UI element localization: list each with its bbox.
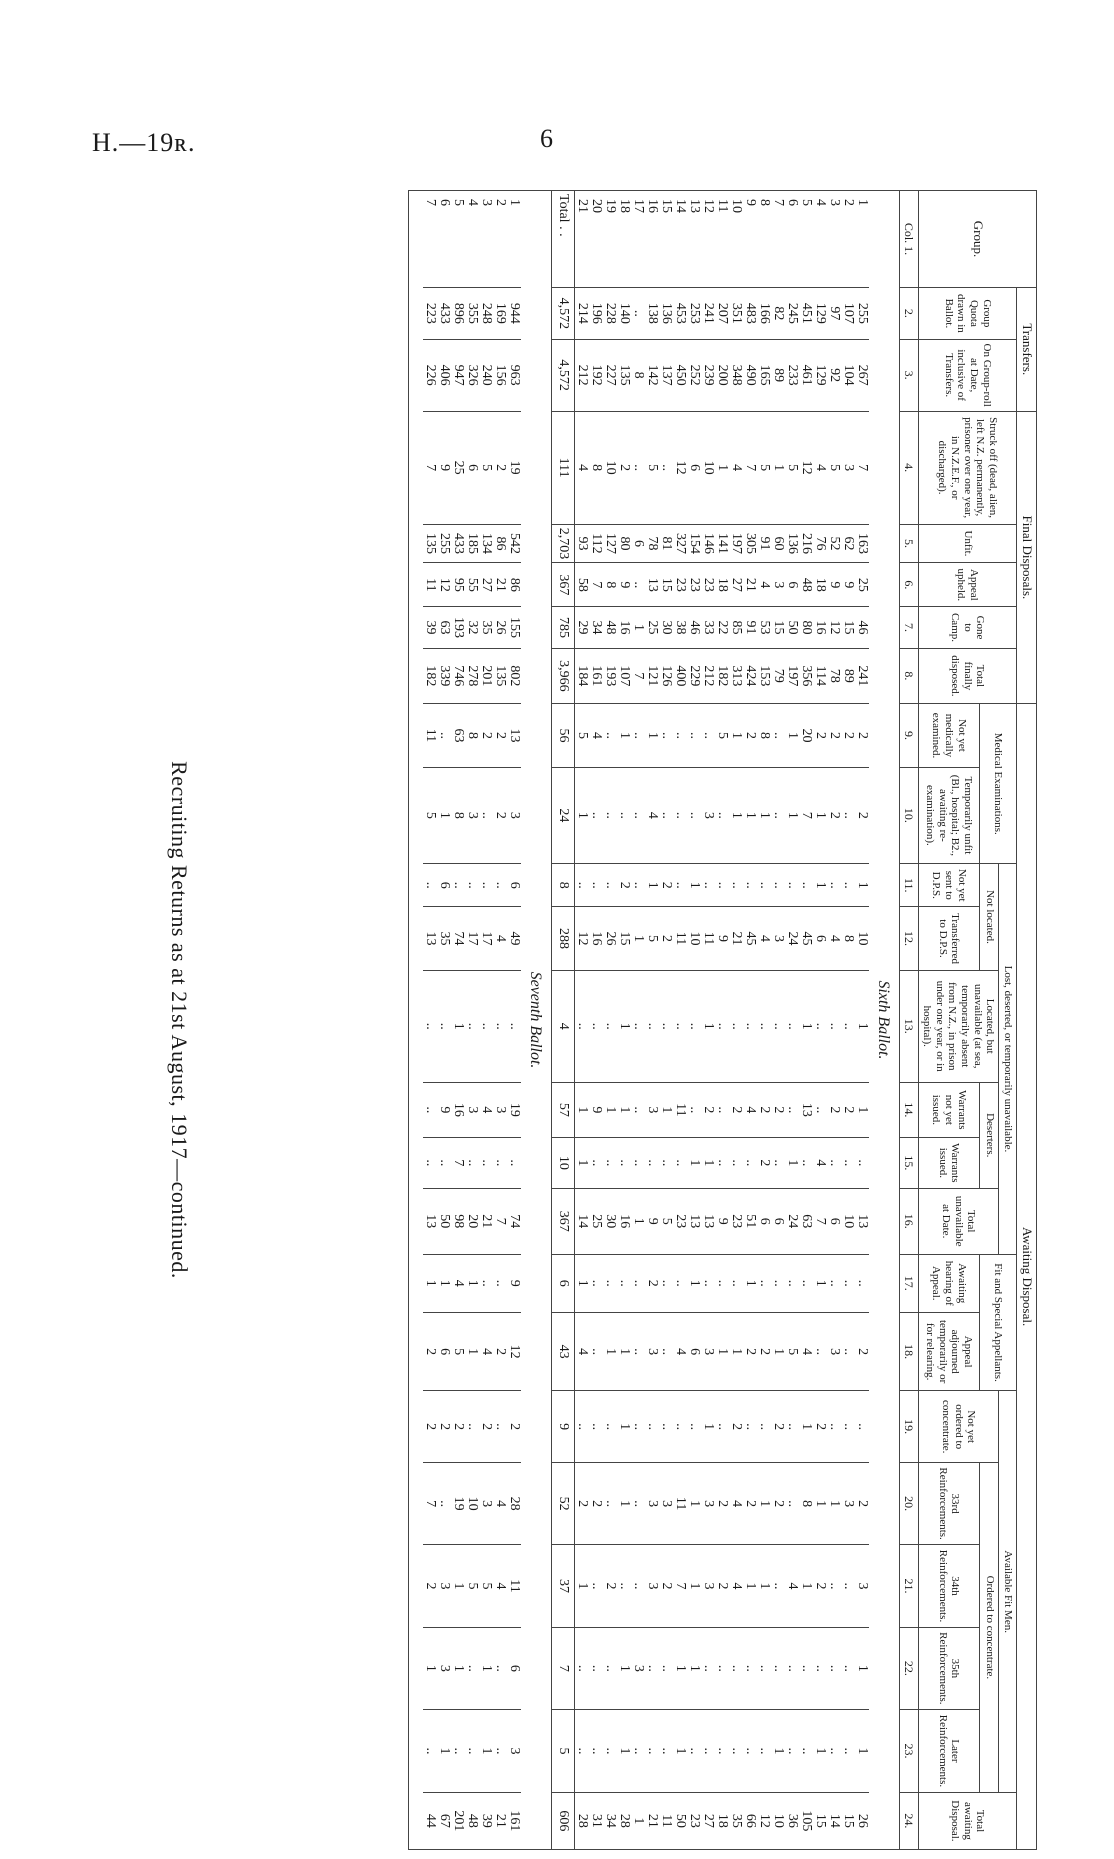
- col20-header: 33rd Reinforcements.: [918, 1462, 979, 1544]
- col-number: 13.: [899, 970, 918, 1082]
- data-column: 49 4 17 17 74 35 13: [423, 907, 521, 970]
- data-column: 542 86 134 185 433 255 135: [423, 524, 521, 563]
- table-bottom-rule: [408, 191, 423, 1850]
- data-column: 3 .. .. 2 1 4 .. 1 1 4 2 3 1 7 2 3 .. .. 2 .. 1: [574, 1545, 869, 1627]
- total-cell: 367: [551, 563, 574, 607]
- group-numbers: 1 2 3 4 5 6 7 8 9 10 11 12 13 14 15 16 17 18 19 20 21: [574, 191, 869, 288]
- col-number: 12.: [899, 907, 918, 970]
- total-cell: 4,572: [551, 339, 574, 411]
- rotated-table-container: [77, 190, 1037, 1850]
- page-number: 6: [540, 124, 553, 153]
- col-number: 2.: [899, 288, 918, 340]
- col15-header: Warrants issued.: [918, 1137, 979, 1188]
- seventh-ballot-heading-row: [521, 191, 552, 1850]
- data-column: 28 4 3 10 19 .. 7: [423, 1462, 521, 1544]
- group-numbers: 1 2 3 4 5 6 7: [423, 191, 521, 288]
- data-column: 1 .. .. .. 1 .. .. .. .. .. .. 1 .. .. .. .. .. 1 .. .. ..: [574, 970, 869, 1082]
- col4-header: Struck off (dead, alien, left N.Z. permanently, prisoner over one year, in N.Z.E.F., or discharged).: [918, 411, 1016, 524]
- total-cell: 9: [551, 1391, 574, 1462]
- col-number: 5.: [899, 524, 918, 563]
- data-column: 26 15 14 15 105 36 10 12 66 35 18 27 23 50 11 21 1 28 34 31 28: [574, 1792, 869, 1849]
- data-column: 802 135 201 278 746 339 182: [423, 648, 521, 704]
- data-column: 13 2 2 8 63 .. 11: [423, 704, 521, 767]
- data-column: 963 156 240 326 947 406 226: [423, 339, 521, 411]
- col8-header: Total finally disposed.: [918, 648, 1016, 704]
- col10-header: Temporarily unfit (Bl., hospital; B2., awaiting re-examination).: [918, 767, 979, 864]
- data-column: 7 3 5 4 12 5 1 5 7 4 1 10 6 12 .. 5 .. 2 10 8 4: [574, 411, 869, 524]
- col-number: 18.: [899, 1312, 918, 1391]
- col-number: 20.: [899, 1462, 918, 1544]
- data-column: 6 .. 1 .. 1 3 1: [423, 1627, 521, 1709]
- col-number: 21.: [899, 1545, 918, 1627]
- transfers-header: Transfers.: [1017, 288, 1037, 412]
- col-number: 15.: [899, 1137, 918, 1188]
- col-number: 8.: [899, 648, 918, 704]
- seventh-ballot-label: Seventh Ballot.: [521, 191, 552, 1850]
- col-number: 9.: [899, 704, 918, 767]
- total-cell: 56: [551, 704, 574, 767]
- col2-header: Group Quota drawn in Ballot.: [918, 288, 1016, 340]
- col12-header: Transferred to D.P.S.: [918, 907, 979, 970]
- data-column: .. .. .. 2 1 .. 2 .. .. 2 .. 1 .. .. .. .. .. 1 .. .. ..: [574, 1391, 869, 1462]
- col5-header: Unfit.: [918, 524, 1016, 563]
- data-column: 25 9 9 18 48 6 3 4 21 27 18 23 23 23 15 13 .. 9 8 7 58: [574, 563, 869, 607]
- total-cell: 3,966: [551, 648, 574, 704]
- data-column: 1 2 2 .. 13 .. 2 2 4 2 .. 2 .. 11 1 3 .. 1 1 9 1: [574, 1082, 869, 1137]
- data-column: 46 15 12 16 80 50 15 53 91 85 22 33 46 38 30 25 1 16 48 34 29: [574, 607, 869, 648]
- data-column: 6 .. .. .. .. 6 ..: [423, 864, 521, 907]
- data-column: 86 21 27 55 95 12 11: [423, 563, 521, 607]
- total-cell: 52: [551, 1462, 574, 1544]
- data-column: 1 .. .. .. .. .. .. .. .. .. .. .. 1 1 .. .. 3 1 .. .. ..: [574, 1627, 869, 1709]
- data-column: 2 3 1 1 8 .. 2 1 2 4 2 3 1 11 3 3 .. 1 .. 2 2: [574, 1462, 869, 1544]
- data-column: 74 7 21 20 98 50 13: [423, 1188, 521, 1254]
- col17-header: Awaiting hearing of Appeal.: [918, 1254, 979, 1312]
- total-cell: 785: [551, 607, 574, 648]
- col21-header: 34th Reinforcements.: [918, 1545, 979, 1627]
- col-number: 17.: [899, 1254, 918, 1312]
- col-number: 23.: [899, 1710, 918, 1793]
- col-number: 6.: [899, 563, 918, 607]
- col3-header: On Group-roll at Date, inclusive of Transfers.: [918, 339, 1016, 411]
- final-disposals-header: Final Disposals.: [1017, 411, 1037, 704]
- deserters-header: Deserters.: [979, 1082, 998, 1188]
- seventh-ballot-data-row: [423, 191, 521, 1850]
- col-number: 7.: [899, 607, 918, 648]
- total-row: [551, 191, 574, 1850]
- data-column: 3 2 .. 3 8 1 5: [423, 767, 521, 864]
- data-column: .. .. .. 1 .. .. .. .. 1 .. .. .. 1 .. .. 2 .. .. .. .. 1: [574, 1254, 869, 1312]
- col-number: Col. 1.: [899, 191, 918, 288]
- total-cell: 4: [551, 970, 574, 1082]
- total-cell: 43: [551, 1312, 574, 1391]
- column-numbers-row: [899, 191, 918, 1850]
- col14-header: Warrants not yet issued.: [918, 1082, 979, 1137]
- col7-header: Gone to Camp.: [918, 607, 1016, 648]
- total-cell: 10: [551, 1137, 574, 1188]
- total-cell: 288: [551, 907, 574, 970]
- data-column: 9 .. .. 1 4 1 1: [423, 1254, 521, 1312]
- data-column: 1 .. .. 1 .. .. .. .. .. .. .. .. 1 .. 2 1 .. 2 .. .. ..: [574, 864, 869, 907]
- data-column: 2 .. 2 .. 2 2 2: [423, 1391, 521, 1462]
- sixth-ballot-data-row: [574, 191, 869, 1850]
- col19-header: Not yet ordered to concentrate.: [918, 1391, 999, 1462]
- col-number: 22.: [899, 1627, 918, 1709]
- col24-header: Total awaiting Disposal.: [918, 1792, 1016, 1849]
- col16-header: Total unavailable at Date.: [918, 1188, 999, 1254]
- data-column: 155 26 35 32 193 63 39: [423, 607, 521, 648]
- data-column: 19 3 4 3 16 9 ..: [423, 1082, 521, 1137]
- data-column: 944 169 248 355 896 433 223: [423, 288, 521, 340]
- total-cell: 37: [551, 1545, 574, 1627]
- data-column: 3 .. 1 .. .. 1 ..: [423, 1710, 521, 1793]
- data-column: 241 89 78 114 356 197 79 153 424 313 182 212 229 400 126 121 7 107 193 161 184: [574, 648, 869, 704]
- col-number: 16.: [899, 1188, 918, 1254]
- data-column: 2 2 2 2 20 1 .. 8 2 1 5 .. .. .. .. 1 .. 1 .. 4 5: [574, 704, 869, 767]
- table-bottom-row: [408, 191, 423, 1850]
- col22-header: 35th Reinforcements.: [918, 1627, 979, 1709]
- data-column: .. .. .. 4 .. 1 .. 2 .. .. .. 1 1 .. .. .. .. .. .. .. 1: [574, 1137, 869, 1188]
- col-number: 24.: [899, 1792, 918, 1849]
- available-fit-header: Available Fit Men.: [999, 1391, 1017, 1792]
- total-cell: 606: [551, 1792, 574, 1849]
- col18-header: Appeal adjourned temporarily or for relearing.: [918, 1312, 979, 1391]
- col-number: 14.: [899, 1082, 918, 1137]
- data-column: .. .. .. .. 1 .. ..: [423, 970, 521, 1082]
- table-title: Recruiting Returns as at 21st August, 1917—continued.: [167, 761, 192, 1279]
- total-cell: 6: [551, 1254, 574, 1312]
- recruiting-returns-table: [408, 190, 1037, 1850]
- total-cell: 5: [551, 1710, 574, 1793]
- data-column: 13 10 6 7 63 24 6 6 51 23 9 13 13 23 5 9 1 16 30 25 14: [574, 1188, 869, 1254]
- not-located-header: Not located.: [979, 864, 998, 971]
- group-header: Group.: [918, 191, 1036, 288]
- sixth-ballot-heading-row: [869, 191, 900, 1850]
- medical-exam-header: Medical Examinations.: [979, 704, 1016, 864]
- awaiting-disposal-header: Awaiting Disposal.: [1017, 704, 1037, 1850]
- col6-header: Appeal upheld.: [918, 563, 1016, 607]
- col11-header: Not yet sent to D.P.S.: [918, 864, 979, 907]
- data-column: 1 .. .. 1 .. .. 1 .. .. .. .. .. .. 1 .. .. .. 1 .. .. ..: [574, 1710, 869, 1793]
- data-column: 19 2 5 6 25 9 7: [423, 411, 521, 524]
- total-cell: 8: [551, 864, 574, 907]
- col23-header: Later Reinforcements.: [918, 1710, 979, 1793]
- data-column: .. .. .. .. 7 .. ..: [423, 1137, 521, 1188]
- col13-header: Located, but unavailable (at sea, temporarily absent from N.Z., in prison under one year, or in hospital).: [918, 970, 999, 1082]
- col-number: 10.: [899, 767, 918, 864]
- sixth-ballot-label: Sixth Ballot.: [869, 191, 900, 1850]
- total-label: Total . .: [551, 191, 574, 288]
- total-cell: 7: [551, 1627, 574, 1709]
- data-column: 267 104 92 129 461 233 89 165 490 348 200 239 252 450 137 142 8 135 227 192 212: [574, 339, 869, 411]
- total-cell: 111: [551, 411, 574, 524]
- total-cell: 57: [551, 1082, 574, 1137]
- fit-special-header: Fit and Special Appellants.: [979, 1254, 1016, 1391]
- data-column: 161 21 39 48 201 67 44: [423, 1792, 521, 1849]
- total-cell: 24: [551, 767, 574, 864]
- ordered-header: Ordered to concentrate.: [979, 1462, 998, 1792]
- data-column: 11 4 5 5 1 3 2: [423, 1545, 521, 1627]
- col-number: 3.: [899, 339, 918, 411]
- total-cell: 367: [551, 1188, 574, 1254]
- data-column: 163 62 52 76 216 136 60 91 305 197 141 146 154 327 81 78 6 80 127 112 93: [574, 524, 869, 563]
- data-column: 2 .. 3 .. 4 5 1 2 2 1 1 3 6 4 .. 3 .. 1 1 .. 4: [574, 1312, 869, 1391]
- total-cell: 2,703: [551, 524, 574, 563]
- col-number: 4.: [899, 411, 918, 524]
- col-number: 11.: [899, 864, 918, 907]
- data-column: 10 8 4 6 45 24 3 4 45 21 9 11 10 11 2 5 1 15 26 16 12: [574, 907, 869, 970]
- data-column: 12 2 4 1 5 6 2: [423, 1312, 521, 1391]
- col-number: 19.: [899, 1391, 918, 1462]
- total-cell: 4,572: [551, 288, 574, 340]
- data-column: 255 107 97 129 451 245 82 166 483 351 207 241 253 453 136 138 .. 140 228 196 214: [574, 288, 869, 340]
- data-column: 2 .. 2 1 7 1 .. 1 1 1 .. 3 .. .. .. 4 .. .. .. .. 1: [574, 767, 869, 864]
- col9-header: Not yet medically examined.: [918, 704, 979, 767]
- document-code: H.—19ʀ.: [92, 128, 196, 157]
- lost-header: Lost, deserted, or temporarily unavailable.: [999, 864, 1017, 1254]
